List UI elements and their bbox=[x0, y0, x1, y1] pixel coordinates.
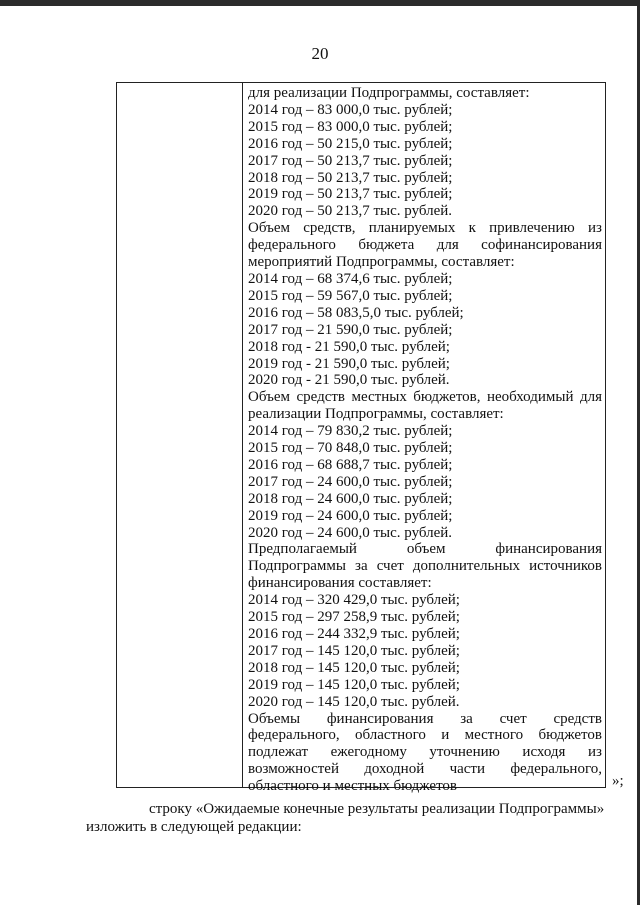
table-word: местного bbox=[464, 727, 524, 744]
table-word: и bbox=[441, 727, 450, 744]
table-word: за bbox=[355, 558, 368, 575]
table-word: Объем bbox=[248, 389, 290, 406]
table-line: 2015 год – 70 848,0 тыс. рублей; bbox=[248, 440, 453, 457]
table-word: исходя bbox=[522, 744, 566, 761]
table-word: средств bbox=[296, 389, 346, 406]
table-word: федерального bbox=[248, 237, 336, 254]
table-line: 2017 год – 145 120,0 тыс. рублей; bbox=[248, 642, 460, 659]
table-line bbox=[248, 541, 602, 558]
table-word: Предполагаемый bbox=[248, 541, 357, 558]
table-word: части bbox=[449, 761, 486, 778]
table-word: из bbox=[588, 220, 602, 237]
table-word: уточнению bbox=[429, 744, 500, 761]
table-word: Подпрограммы bbox=[248, 558, 346, 575]
table-line: 2019 год – 145 120,0 тыс. рублей; bbox=[248, 676, 460, 693]
table-line: мероприятий Подпрограммы, составляет: bbox=[248, 254, 515, 271]
closing-quote: »; bbox=[612, 773, 624, 789]
table-line: 2015 год – 59 567,0 тыс. рублей; bbox=[248, 287, 453, 304]
table-line bbox=[248, 220, 602, 237]
table-line bbox=[248, 761, 602, 778]
financing-table bbox=[116, 82, 606, 795]
table-line: 2016 год – 68 688,7 тыс. рублей; bbox=[248, 456, 453, 473]
table-line: 2014 год – 320 429,0 тыс. рублей; bbox=[248, 592, 460, 609]
table-line: 2018 год – 145 120,0 тыс. рублей; bbox=[248, 659, 460, 676]
table-line bbox=[248, 744, 602, 761]
table-line: для реализации Подпрограммы, составляет: bbox=[248, 85, 530, 101]
table-line: 2016 год – 50 215,0 тыс. рублей; bbox=[248, 135, 453, 152]
table-line: 2019 год - 21 590,0 тыс. рублей; bbox=[248, 355, 450, 372]
table-line: 2018 год – 24 600,0 тыс. рублей; bbox=[248, 490, 453, 507]
amendment-paragraph bbox=[86, 800, 606, 836]
table-word: софинансирования bbox=[481, 237, 602, 254]
table-line bbox=[248, 558, 602, 575]
table-word: подлежат bbox=[248, 744, 309, 761]
table-word: для bbox=[579, 389, 602, 406]
table-word: финансирования bbox=[495, 541, 602, 558]
table-word: дополнительных bbox=[412, 558, 521, 575]
table-line: 2020 год – 145 120,0 тыс. рублей. bbox=[248, 693, 460, 710]
table-word: счет bbox=[376, 558, 404, 575]
table-line: 2020 год – 24 600,0 тыс. рублей. bbox=[248, 524, 453, 541]
table-word: средств, bbox=[303, 220, 356, 237]
table-line: областного и местных бюджетов bbox=[248, 778, 458, 795]
table-word: бюджетов bbox=[538, 727, 602, 744]
table-line: реализации Подпрограммы, составляет: bbox=[248, 406, 504, 423]
table-line: 2019 год – 24 600,0 тыс. рублей; bbox=[248, 507, 453, 524]
table-word: доходной bbox=[364, 761, 425, 778]
table-word: федерального, bbox=[248, 727, 340, 744]
table-word: объем bbox=[406, 541, 446, 558]
table-word: Объем bbox=[248, 220, 290, 237]
table-word: за bbox=[460, 710, 473, 727]
table-line: 2014 год – 79 830,2 тыс. рублей; bbox=[248, 423, 453, 440]
table-word: бюджетов, bbox=[413, 389, 481, 406]
table-line bbox=[248, 727, 602, 744]
table-word: привлечению bbox=[489, 220, 575, 237]
table-word: финансирования bbox=[326, 710, 434, 727]
table-word: необходимый bbox=[487, 389, 574, 406]
table-word: счет bbox=[499, 710, 527, 727]
table-line: 2020 год – 50 213,7 тыс. рублей. bbox=[248, 203, 453, 220]
table-line: 2017 год – 24 600,0 тыс. рублей; bbox=[248, 473, 453, 490]
financing-cell-text bbox=[248, 85, 602, 795]
table-line: 2020 год - 21 590,0 тыс. рублей. bbox=[248, 372, 450, 389]
page-number: 20 bbox=[311, 44, 329, 63]
table-word: областного bbox=[354, 727, 426, 744]
table-line: 2018 год - 21 590,0 тыс. рублей; bbox=[248, 338, 450, 355]
table-word: для bbox=[436, 237, 459, 254]
table-line: 2019 год – 50 213,7 тыс. рублей; bbox=[248, 186, 453, 203]
table-line: 2017 год – 21 590,0 тыс. рублей; bbox=[248, 321, 453, 338]
table-line: 2014 год – 83 000,0 тыс. рублей; bbox=[248, 101, 453, 118]
amendment-line-1: строку «Ожидаемые конечные результаты реализации Подпрограммы» bbox=[149, 801, 605, 817]
table-line: финансирования составляет: bbox=[248, 575, 432, 592]
amendment-line-2: изложить в следующей редакции: bbox=[86, 819, 302, 835]
scan-top-edge bbox=[0, 0, 640, 6]
table-word: ежегодному bbox=[330, 744, 407, 761]
table-word: из bbox=[588, 744, 602, 761]
table-line bbox=[248, 389, 602, 406]
table-line bbox=[248, 237, 602, 254]
table-word: Объемы bbox=[248, 710, 301, 727]
table-line: 2018 год – 50 213,7 тыс. рублей; bbox=[248, 169, 453, 186]
table-word: планируемых bbox=[368, 220, 456, 237]
table-word: федерального, bbox=[510, 761, 602, 778]
table-word: бюджета bbox=[358, 237, 415, 254]
table-line: 2015 год – 297 258,9 тыс. рублей; bbox=[248, 609, 460, 626]
table-line: 2014 год – 68 374,6 тыс. рублей; bbox=[248, 270, 453, 287]
table-word: к bbox=[468, 220, 476, 237]
table-column-divider bbox=[242, 83, 243, 787]
table-line: 2016 год – 244 332,9 тыс. рублей; bbox=[248, 626, 460, 642]
table-line bbox=[248, 711, 602, 728]
table-line: 2015 год – 83 000,0 тыс. рублей; bbox=[248, 118, 453, 135]
table-line: 2016 год – 58 083,5,0 тыс. рублей; bbox=[248, 304, 464, 321]
table-word: местных bbox=[351, 389, 407, 406]
table-word: возможностей bbox=[248, 761, 339, 778]
table-word: средств bbox=[553, 710, 602, 727]
table-line: 2017 год – 50 213,7 тыс. рублей; bbox=[248, 152, 453, 169]
table-word: источников bbox=[529, 558, 602, 575]
